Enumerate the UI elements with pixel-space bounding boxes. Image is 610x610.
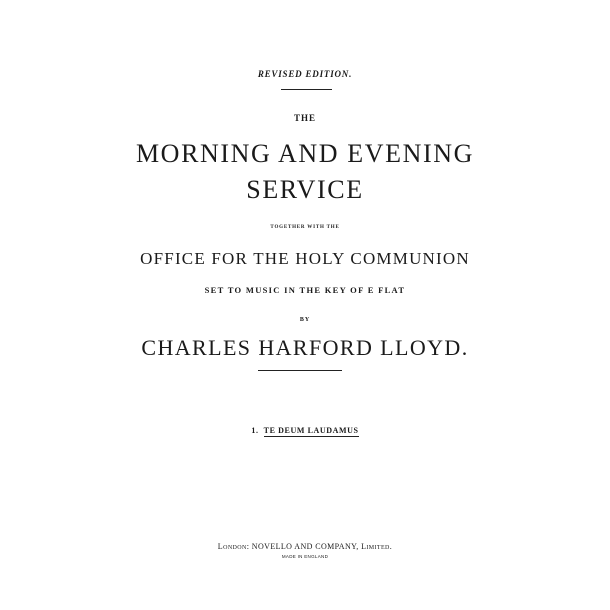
by-text: BY: [299, 317, 311, 323]
publisher-suffix: Limited.: [361, 542, 393, 551]
contents-item: [0, 427, 610, 435]
divider: [281, 89, 332, 90]
publisher-name: NOVELLO AND COMPANY,: [251, 542, 359, 551]
composer-name: CHARLES HARFORD LLOYD.: [141, 335, 469, 360]
title-line-2: SERVICE: [246, 175, 364, 204]
publisher-city: London:: [217, 542, 250, 551]
item-title: TE DEUM LAUDAMUS: [263, 426, 359, 435]
edition-label: REVISED EDITION.: [257, 69, 353, 79]
key-text: SET TO MUSIC IN THE KEY OF E FLAT: [204, 285, 406, 295]
item-number: 1.: [251, 426, 259, 435]
divider: [258, 370, 342, 371]
title-article: THE: [293, 113, 316, 123]
office-title: OFFICE FOR THE HOLY COMMUNION: [140, 249, 470, 268]
made-in-england: MADE IN ENGLAND: [281, 554, 329, 559]
together-text: TOGETHER WITH THE: [270, 225, 340, 230]
title-line-1: MORNING AND EVENING: [135, 139, 475, 168]
publisher-line: [0, 543, 610, 551]
